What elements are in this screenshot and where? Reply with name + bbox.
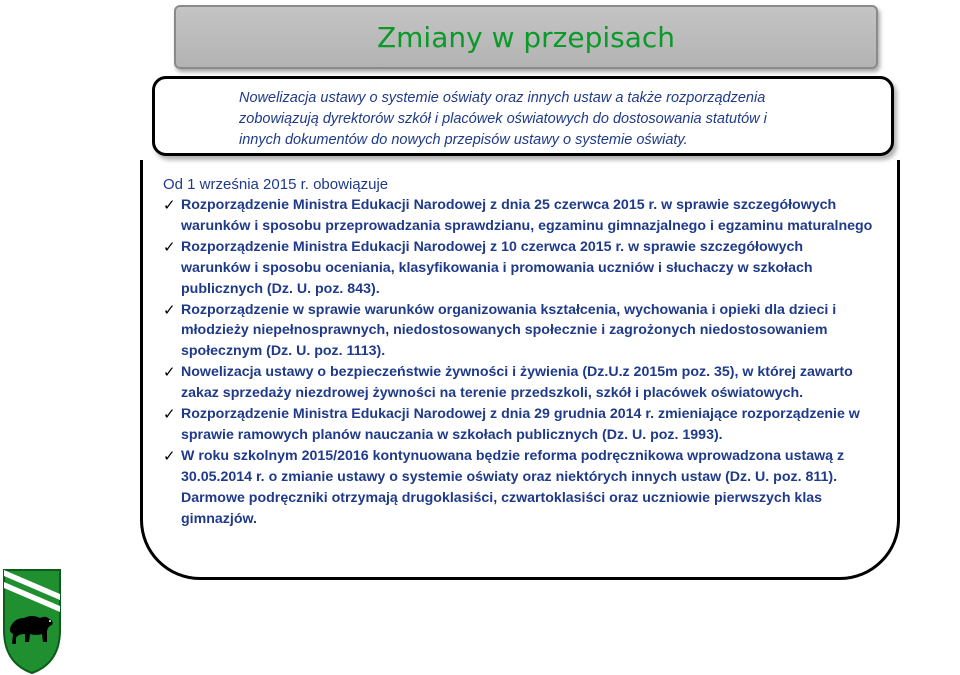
bear-crest-icon [2, 568, 62, 675]
list-item-text: Rozporządzenie w sprawie warunków organizowania kształcenia, wychowania i opieki dla dzieci i młodzieży niepełnosprawnych, niedostosowanych społecznie i zagrożonych niedostosowaniem społecznym (Dz. U. poz. 1113). [181, 301, 837, 360]
lead-text: Od 1 września 2015 r. obowiązuje [163, 176, 389, 193]
list-item [163, 362, 873, 404]
checkmark-icon: ✓ [163, 300, 176, 319]
list-item-text: Nowelizacja ustawy o bezpieczeństwie żywności i żywienia (Dz.U.z 2015m poz. 35), w której zawarto zakaz sprzedaży niezdrowej żywności na terenie przedszkoli, szkół i placówek oświatowych. [181, 364, 853, 402]
intro-text: Nowelizacja ustawy o systemie oświaty oraz innych ustaw a także rozporządzenia zobowiązują dyrektorów szkół i placówek oświatowych do dostosowania statutów i innych dokumentów do nowych przepisów ustawy o systemie oświaty. [239, 90, 767, 148]
checkmark-icon: ✓ [163, 405, 176, 424]
list-item [163, 300, 873, 363]
list-item-text: Rozporządzenie Ministra Edukacji Narodowej z dnia 25 czerwca 2015 r. w sprawie szczegółowych warunków i sposobu przeprowadzania sprawdzianu, egzaminu gimnazjalnego i egzaminu maturalnego [181, 197, 873, 234]
checkmark-icon: ✓ [163, 446, 176, 465]
list-item [163, 404, 873, 446]
list-item-text: Rozporządzenie Ministra Edukacji Narodowej z dnia 29 grudnia 2014 r. zmieniające rozporządzenie w sprawie ramowych planów nauczania w szkołach publicznych (Dz. U. poz. 1993). [181, 406, 860, 443]
list-item-text: Rozporządzenie Ministra Edukacji Narodowej z 10 czerwca 2015 r. w sprawie szczegółowych warunków i sposobu oceniania, klasyfikowania i promowania uczniów i słuchaczy w szkołach publicznych (Dz. U. poz. 843). [181, 238, 813, 297]
title-banner [174, 5, 878, 69]
regulations-list [163, 195, 873, 530]
list-item [163, 446, 873, 530]
checkmark-icon: ✓ [163, 237, 176, 256]
list-item [163, 195, 873, 237]
checkmark-icon: ✓ [163, 363, 176, 382]
checkmark-icon: ✓ [163, 196, 176, 214]
list-item-text: W roku szkolnym 2015/2016 kontynuowana będzie reforma podręcznikowa wprowadzona ustawą z 30.05.2014 r. o zmianie ustawy o systemie oświaty oraz niektórych innych ustaw (Dz. U. poz. 811). Darmowe podręczniki otrzymają drugoklasiści, czwartoklasiści oraz uczniowie pierwszych klas gimnazjów. [181, 447, 845, 527]
page-title: Zmiany w przepisach [376, 20, 676, 54]
list-item [163, 237, 873, 300]
intro-callout [152, 76, 894, 156]
